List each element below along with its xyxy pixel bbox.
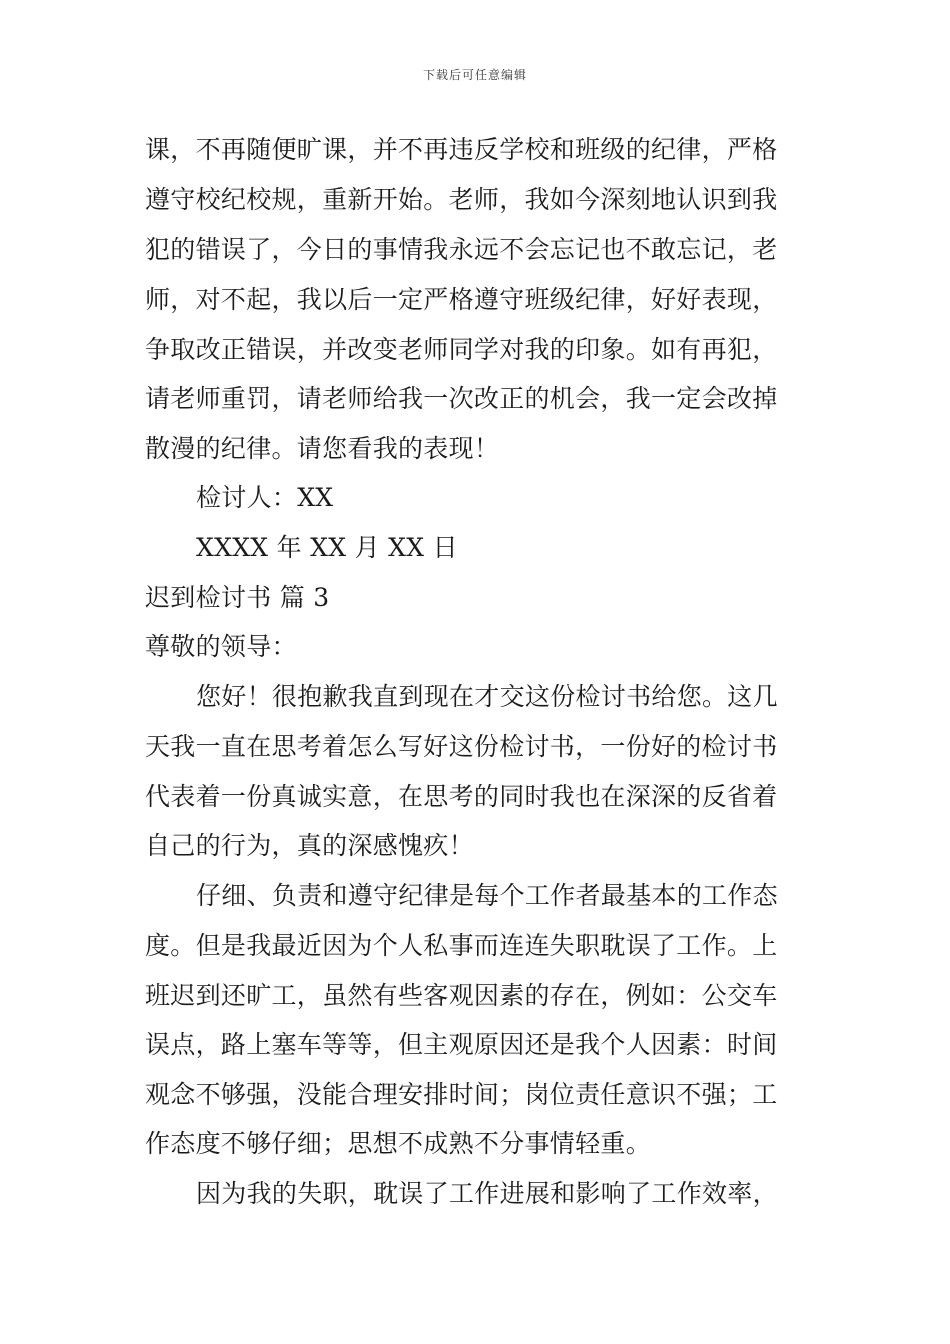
- paragraph-line: 课，不再随便旷课，并不再违反学校和班级的纪律，严格: [145, 135, 778, 164]
- paragraph-line: 自己的行为，真的深感愧疚！: [145, 831, 474, 860]
- paragraph-line: 作态度不够仔细；思想不成熟不分事情轻重。: [145, 1129, 652, 1158]
- header-note: 下载后可任意编辑: [422, 68, 527, 82]
- paragraph-line: 班迟到还旷工，虽然有些客观因素的存在，例如：公交车: [145, 981, 778, 1010]
- salutation: 尊敬的领导：: [145, 632, 297, 661]
- section-title: 迟到检讨书 篇 3: [145, 583, 330, 612]
- paragraph-line: 您好！很抱歉我直到现在才交这份检讨书给您。这几: [196, 682, 778, 711]
- paragraph-line: 观念不够强，没能合理安排时间；岗位责任意识不强；工: [145, 1080, 778, 1109]
- paragraph-line: 请老师重罚，请老师给我一次改正的机会，我一定会改掉: [145, 384, 778, 413]
- signature: 检讨人：XX: [196, 483, 334, 512]
- paragraph-line: 代表着一份真诚实意，在思考的同时我也在深深的反省着: [145, 782, 778, 811]
- paragraph-line: 误点，路上塞车等等，但主观原因还是我个人因素：时间: [145, 1030, 778, 1059]
- paragraph-line: 师，对不起，我以后一定严格遵守班级纪律，好好表现，: [145, 285, 778, 314]
- paragraph-line: 遵守校纪校规，重新开始。老师，我如今深刻地认识到我: [145, 185, 778, 214]
- paragraph-line: 度。但是我最近因为个人私事而连连失职耽误了工作。上: [145, 931, 778, 960]
- paragraph-line: 天我一直在思考着怎么写好这份检讨书，一份好的检讨书: [145, 732, 778, 761]
- paragraph-line: 因为我的失职，耽误了工作进展和影响了工作效率，: [196, 1179, 778, 1208]
- paragraph-line: 犯的错误了，今日的事情我永远不会忘记也不敢忘记，老: [145, 235, 778, 264]
- paragraph-line: 争取改正错误，并改变老师同学对我的印象。如有再犯，: [145, 335, 778, 364]
- paragraph-line: 仔细、负责和遵守纪律是每个工作者最基本的工作态: [196, 881, 778, 910]
- date: XXXX 年 XX 月 XX 日: [196, 533, 458, 562]
- paragraph-line: 散漫的纪律。请您看我的表现！: [145, 434, 500, 463]
